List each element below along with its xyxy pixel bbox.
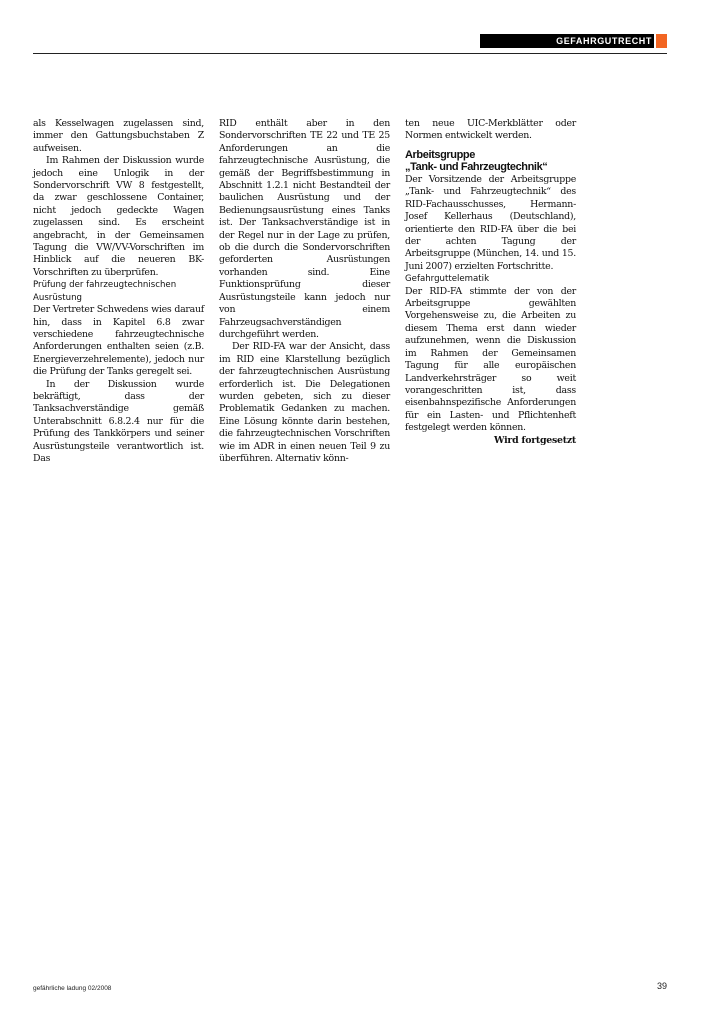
- footer-publication: gefährliche ladung 02/2008: [33, 985, 112, 992]
- section-title: GEFAHRGUTRECHT: [480, 34, 654, 48]
- paragraph: Der RID-FA war der Ansicht, dass im RID eine Klarstellung bezüglich der fahrzeugtechnischen Ausrüstung erforderlich ist. Die Delegationen wurden gebeten, sich zu dieser Problematik Gedanken zu machen. Eine Lösung könnte darin bestehen, die fahrzeugtechnischen Vorschriften wie im ADR in einen neuen Teil 9 zu überführen. Alternativ könn-: [219, 341, 390, 464]
- paragraph: RID enthält aber in den Sondervorschriften TE 22 und TE 25 Anforderungen an die fahrzeugtechnische Ausrüstung, die gemäß der Begriffsbestimmung in Abschnitt 1.2.1 nicht Bestandteil der baulichen Ausrüstung und der Bedienungsausrüstung eines Tanks ist. Der Tanksachverständige ist in der Regel nur in der Lage zu prüfen, ob die durch die Sondervorschriften geforderten Ausrüstungen vorhanden sind. Eine Funktionsprüfung dieser Ausrüstungsteile kann jedoch nur von einem Fahrzeugsachverständigen durchgeführt werden.: [219, 118, 390, 340]
- subheading: Prüfung der fahrzeugtechnischen Ausrüstung: [33, 280, 177, 303]
- subheading: Gefahrguttelematik: [405, 274, 490, 285]
- section-accent-block: [656, 34, 667, 48]
- page-number: 39: [657, 981, 668, 991]
- text-column-2: [219, 118, 390, 465]
- continued-note: Wird fortgesetzt: [494, 434, 576, 446]
- section-heading: [405, 149, 576, 174]
- paragraph: Im Rahmen der Diskussion wurde jedoch eine Unlogik in der Sondervorschrift VW 8 festgestellt, da zwar geschlossene Container, nicht jedoch gedeckte Wagen zugelassen sind. Es erscheint angebracht, in der Gemeinsamen Tagung die VW/VV-Vorschriften im Hinblick auf die neueren BK-Vorschriften zu überprüfen.: [33, 155, 204, 278]
- section-heading-line: „Tank- und Fahrzeugtechnik“: [405, 161, 548, 174]
- paragraph: Der Vertreter Schwedens wies darauf hin, dass in Kapitel 6.8 zwar verschiedene fahrzeugtechnische Anforderungen enthalten seien (z.B. Energieverzehrelemente), jedoch nur die Prüfung der Tanks geregelt sei.: [33, 304, 204, 378]
- text-column-1: [33, 118, 204, 465]
- paragraph: In der Diskussion wurde bekräftigt, dass der Tanksachverständige gemäß Unterabschnitt 6.8.2.4 nur für die Prüfung des Tankkörpers und seiner Ausrüstungsteile verantwortlich ist. Das: [33, 378, 204, 464]
- paragraph: Der RID-FA stimmte der von der Arbeitsgruppe gewählten Vorgehensweise zu, die Arbeiten zu diesem Thema erst dann wieder aufzunehmen, wenn die Diskussion im Rahmen der Gemeinsamen Tagung für alle europäischen Landverkehrsträger so weit vorangeschritten ist, dass eisenbahnspezifische Anforderungen für ein Lasten- und Pflichtenheft festgelegt werden können.: [405, 285, 576, 434]
- section-heading-line: Arbeitsgruppe: [405, 148, 475, 161]
- header-rule: [33, 53, 667, 54]
- paragraph: Der Vorsitzende der Arbeitsgruppe „Tank- und Fahrzeugtechnik“ des RID-Fachausschusses, Hermann-Josef Kellerhaus (Deutschland), orientierte den RID-FA über die bei der achten Tagung der Arbeitsgruppe (München, 14. und 15. Juni 2007) erzielten Fortschritte.: [405, 174, 576, 272]
- paragraph: als Kesselwagen zugelassen sind, immer den Gattungsbuchstaben Z aufweisen.: [33, 118, 204, 154]
- paragraph: ten neue UIC-Merkblätter oder Normen entwickelt werden.: [405, 118, 576, 142]
- text-column-3: [405, 118, 576, 447]
